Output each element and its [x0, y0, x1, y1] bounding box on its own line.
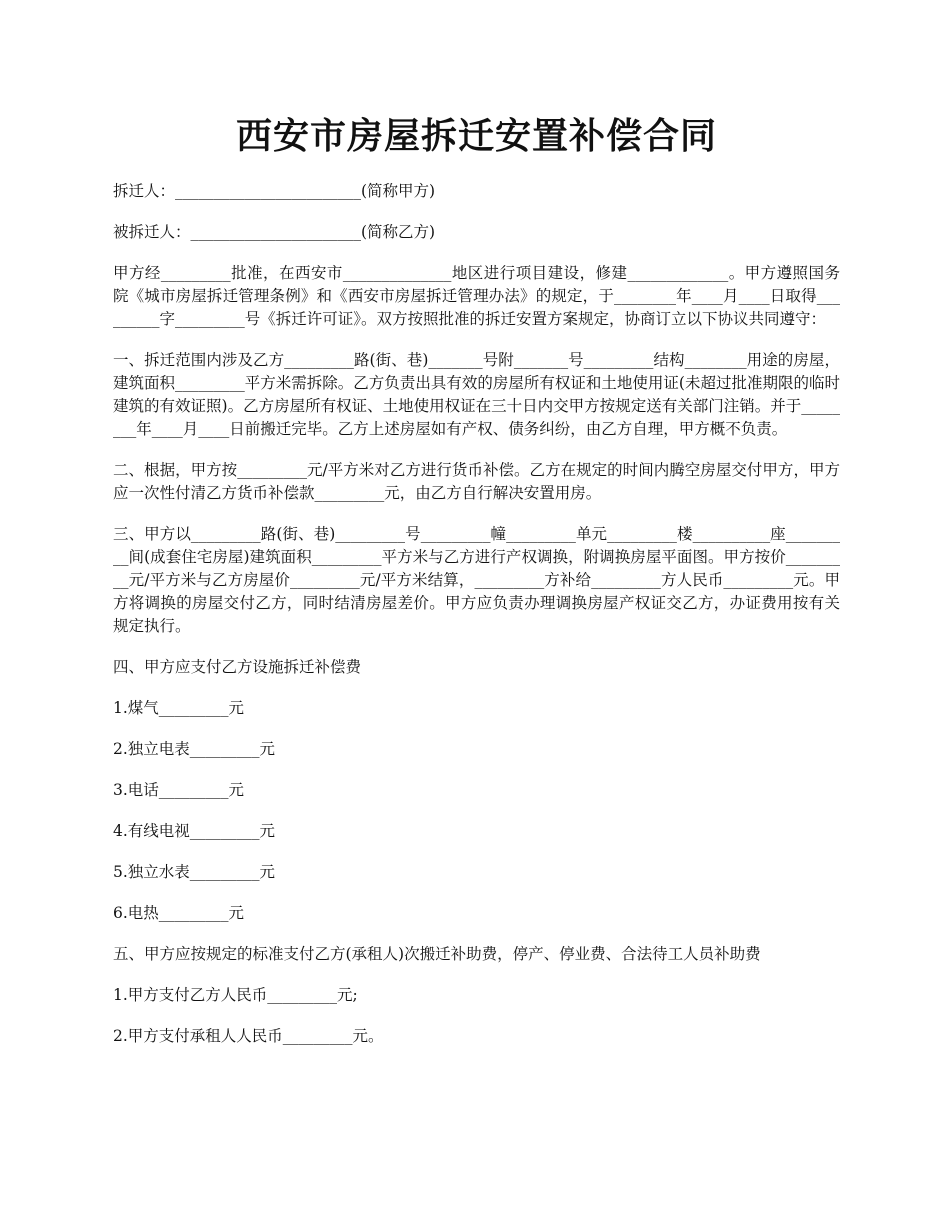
clause-4-item-gas: 1.煤气_________元 [113, 699, 245, 717]
clause-4-item-heating: 6.电热_________元 [113, 904, 245, 922]
clause-3: 三、甲方以_________路(街、巷)_________号_________幢_________单元_________楼__________座_________间(成套住宅房屋)建筑面积_________平方米与乙方进行产权调换，附调换房屋平面图。甲方按价_________元/平方米与乙方房屋价_________元/平方米结算，_________方补给_________方人民币_________元。甲方将调换的房屋交付乙方，同时结清房屋差价。甲方应负责办理调换房屋产权证交乙方，办证费用按有关规定执行。 [113, 525, 840, 635]
document-body [113, 180, 840, 1066]
intro-paragraph: 甲方经_________批准，在西安市______________地区进行项目建设，修建_____________。甲方遵照国务院《城市房屋拆迁管理条例》和《西安市房屋拆迁管理办法》的规定，于________年____月____日取得_________字_________号《拆迁许可证》。双方按照批准的拆迁安置方案规定，协商订立以下协议共同遵守： [113, 264, 840, 328]
clause-5-item-1: 1.甲方支付乙方人民币_________元; [113, 986, 358, 1004]
clause-4-item-phone: 3.电话_________元 [113, 781, 245, 799]
clause-5-item-2: 2.甲方支付承租人人民币_________元。 [113, 1027, 384, 1045]
clause-5: 五、甲方应按规定的标准支付乙方(承租人)次搬迁补助费，停产、停业费、合法待工人员补助费 [113, 945, 761, 963]
party-b-line: 被拆迁人：______________________(简称乙方) [113, 223, 436, 241]
clause-1: 一、拆迁范围内涉及乙方_________路(街、巷)_______号附_______号_________结构________用途的房屋，建筑面积_________平方米需拆除。乙方负责出具有效的房屋所有权证和土地使用证(未超过批准期限的临时建筑的有效证照)。乙方房屋所有权证、土地使用权证在三十日内交甲方按规定送有关部门注销。并于________年____月____日前搬迁完毕。乙方上述房屋如有产权、债务纠纷，由乙方自理，甲方概不负责。 [113, 351, 840, 438]
clause-4: 四、甲方应支付乙方设施拆迁补偿费 [113, 658, 362, 676]
document-title: 西安市房屋拆迁安置补偿合同 [235, 115, 717, 157]
clause-4-item-meter: 2.独立电表_________元 [113, 740, 276, 758]
clause-2: 二、根据，甲方按_________元/平方米对乙方进行货币补偿。乙方在规定的时间内腾空房屋交付甲方，甲方应一次性付清乙方货币补偿款_________元，由乙方自行解决安置用房。 [113, 461, 840, 502]
clause-4-item-cable-tv: 4.有线电视_________元 [113, 822, 276, 840]
clause-4-item-water-meter: 5.独立水表_________元 [113, 863, 276, 881]
party-a-line: 拆迁人：________________________(简称甲方) [113, 182, 436, 200]
